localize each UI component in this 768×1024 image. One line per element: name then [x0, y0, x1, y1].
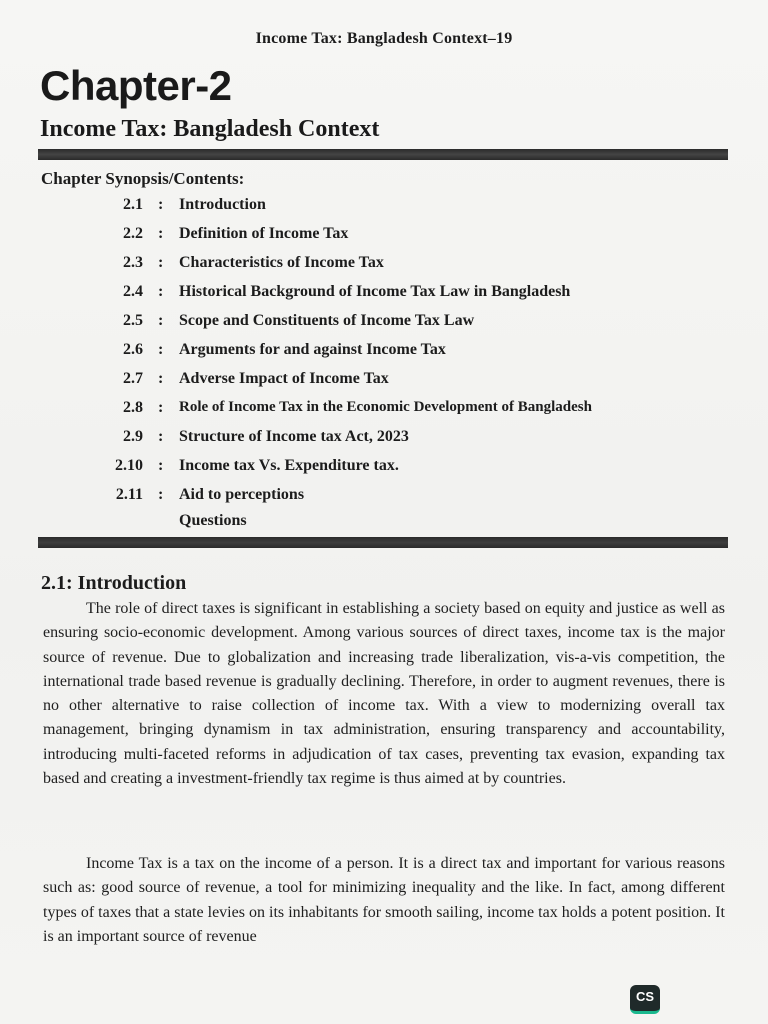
contents-item [0, 370, 768, 399]
contents-item [0, 196, 768, 225]
contents-item-separator: : [158, 341, 164, 358]
contents-item-title: Arguments for and against Income Tax [179, 341, 446, 358]
contents-item-separator: : [158, 196, 164, 213]
body-paragraph: The role of direct taxes is significant in establishing a society based on equity and justice as well as ensuring socio-economic development. Among various sources of direct taxes, income tax is the major source of revenue. Due to globalization and increasing trade liberalization, vis-a-vis competition, the international trade based revenue is gradually declining. Therefore, in order to augment revenues, there is no other alternative to raise collection of income tax. With a view to modernizing overall tax management, bringing dynamism in tax administration, ensuring transparency and accountability, introducing multi-faceted reforms in adjudication of tax cases, preventing tax evasion, expanding tax based and creating a investment-friendly tax regime is thus aimed at by countries. [43, 600, 725, 788]
contents-item-title: Characteristics of Income Tax [179, 254, 384, 271]
contents-item-title: Definition of Income Tax [179, 225, 349, 242]
bottom-divider-bar [38, 537, 728, 548]
contents-item [0, 341, 768, 370]
contents-item-number: 2.4 [123, 283, 143, 300]
contents-item-number: 2.6 [123, 341, 143, 358]
contents-item [0, 457, 768, 486]
contents-item-title: Scope and Constituents of Income Tax Law [179, 312, 475, 329]
contents-item-number: 2.11 [115, 486, 143, 503]
chapter-number: Chapter-2 [40, 62, 232, 109]
contents-item [0, 225, 768, 254]
contents-item-number: 2.8 [123, 399, 143, 416]
contents-item-separator: : [158, 457, 164, 474]
contents-item-number: 2.5 [123, 312, 143, 329]
contents-item-separator: : [158, 486, 164, 503]
body-paragraph: Income Tax is a tax on the income of a person. It is a direct tax and important for various reasons such as: good source of revenue, a tool for minimizing inequality and the like. In fact, among different types of taxes that a state levies on its inhabitants for smooth sailing, income tax holds a potent position. It is an important source of revenue [43, 855, 725, 945]
contents-item [0, 312, 768, 341]
top-divider-bar [38, 149, 728, 160]
contents-item [0, 486, 768, 515]
contents-item [0, 399, 768, 428]
contents-item-number: 2.10 [115, 457, 143, 474]
section-heading: 2.1: Introduction [41, 572, 187, 594]
contents-item-number: 2.3 [123, 254, 143, 271]
contents-item-separator: : [158, 370, 164, 387]
contents-item-title: Structure of Income tax Act, 2023 [179, 428, 409, 445]
contents-item-title: Historical Background of Income Tax Law in Bangladesh [179, 283, 571, 300]
contents-item [0, 283, 768, 312]
contents-item-title: Introduction [179, 196, 266, 213]
contents-item-questions: Questions [179, 512, 247, 529]
contents-item-separator: : [158, 225, 164, 242]
contents-item-number: 2.2 [123, 225, 143, 242]
contents-item-separator: : [158, 428, 164, 445]
contents-item-separator: : [158, 283, 164, 300]
contents-item [0, 254, 768, 283]
scanner-app-badge: CS [630, 985, 660, 1014]
contents-item-title: Aid to perceptions [179, 486, 305, 503]
running-head: Income Tax: Bangladesh Context–19 [255, 30, 513, 47]
contents-item-number: 2.7 [123, 370, 143, 387]
contents-item-separator: : [158, 399, 164, 416]
synopsis-heading: Chapter Synopsis/Contents: [41, 169, 245, 188]
contents-item-number: 2.9 [123, 428, 143, 445]
contents-item [0, 428, 768, 457]
contents-item-separator: : [158, 254, 164, 271]
contents-item-title: Adverse Impact of Income Tax [179, 370, 389, 387]
contents-item-number: 2.1 [123, 196, 143, 213]
contents-item-separator: : [158, 312, 164, 329]
contents-item-title: Income tax Vs. Expenditure tax. [179, 457, 399, 474]
contents-item-title: Role of Income Tax in the Economic Development of Bangladesh [179, 399, 592, 415]
chapter-title: Income Tax: Bangladesh Context [40, 116, 380, 142]
